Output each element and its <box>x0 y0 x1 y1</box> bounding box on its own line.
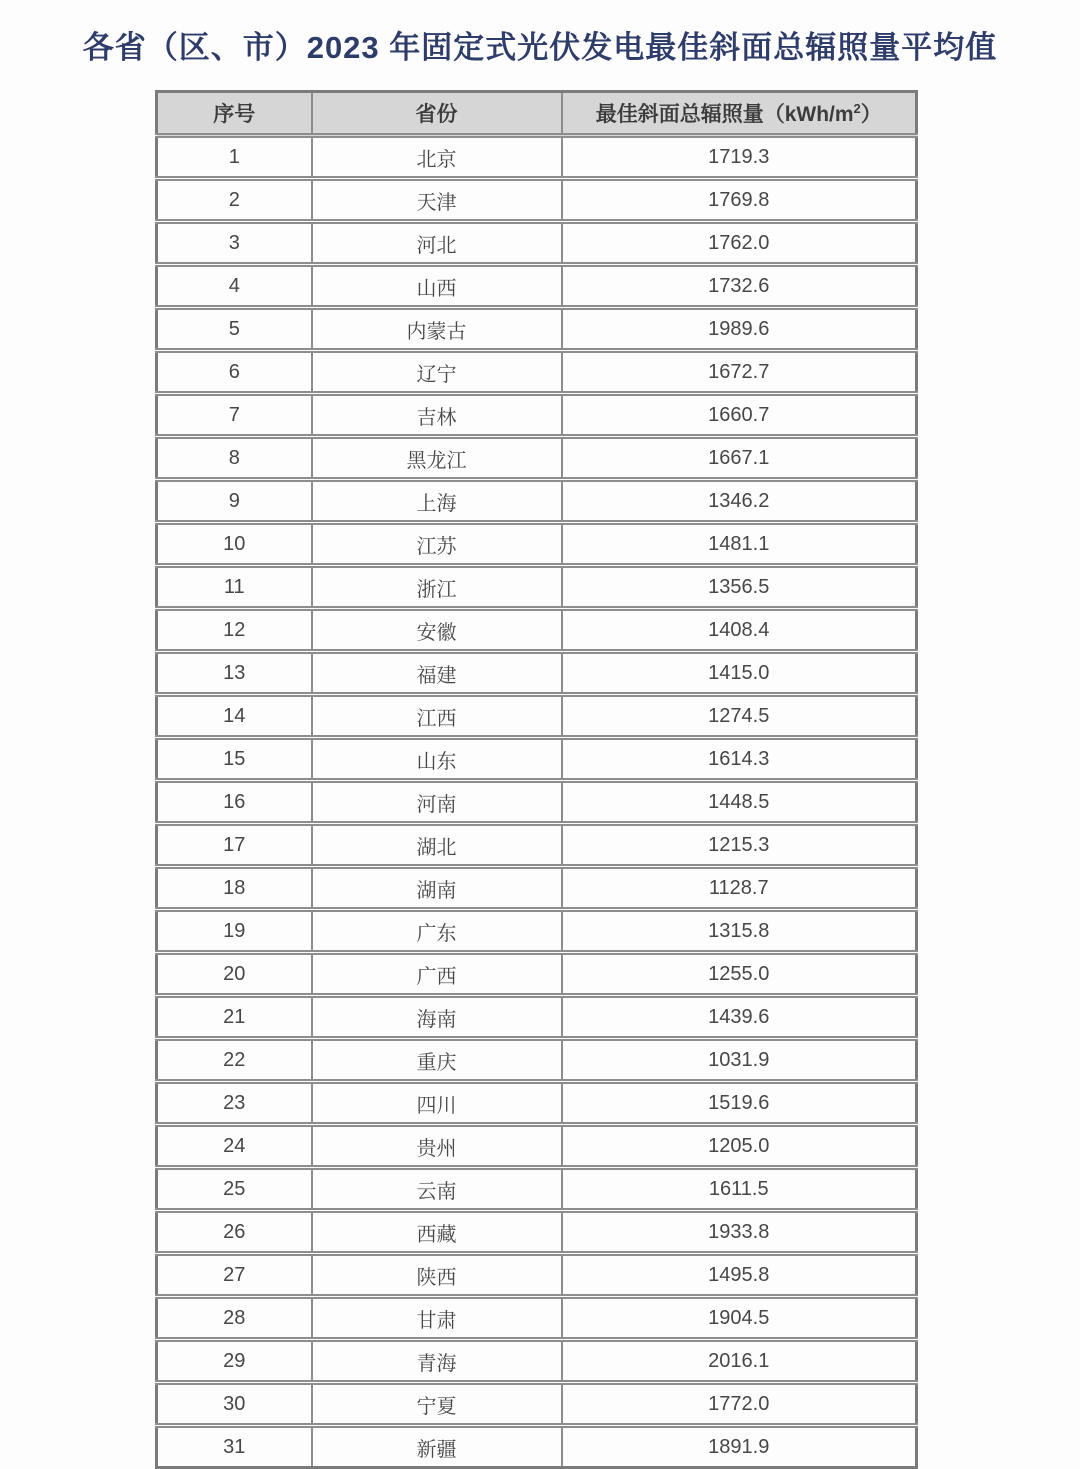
province-name-cell: 重庆 <box>312 1039 562 1082</box>
province-name-cell: 黑龙江 <box>312 437 562 480</box>
province-name-cell: 贵州 <box>312 1125 562 1168</box>
province-name-cell: 甘肃 <box>312 1297 562 1340</box>
column-header-province: 省份 <box>312 92 562 136</box>
irradiation-value-cell: 1672.7 <box>562 351 917 394</box>
table-row <box>157 996 917 1039</box>
row-number-cell: 1 <box>157 136 312 179</box>
province-name-cell: 江西 <box>312 695 562 738</box>
row-number-cell: 27 <box>157 1254 312 1297</box>
table-row <box>157 1168 917 1211</box>
row-number-cell: 30 <box>157 1383 312 1426</box>
province-name-cell: 湖北 <box>312 824 562 867</box>
irradiation-value-cell: 1356.5 <box>562 566 917 609</box>
table-row <box>157 437 917 480</box>
irradiation-value-cell: 1205.0 <box>562 1125 917 1168</box>
irradiation-value-cell: 1495.8 <box>562 1254 917 1297</box>
column-header-value-prefix: 最佳斜面总辐照量（kWh/m <box>595 103 854 126</box>
province-name-cell: 陕西 <box>312 1254 562 1297</box>
row-number-cell: 25 <box>157 1168 312 1211</box>
row-number-cell: 12 <box>157 609 312 652</box>
province-name-cell: 海南 <box>312 996 562 1039</box>
irradiation-value-cell: 1315.8 <box>562 910 917 953</box>
irradiation-value-cell: 1989.6 <box>562 308 917 351</box>
province-name-cell: 云南 <box>312 1168 562 1211</box>
row-number-cell: 19 <box>157 910 312 953</box>
page-title: 各省（区、市）2023 年固定式光伏发电最佳斜面总辐照量平均值 <box>82 30 998 65</box>
row-number-cell: 18 <box>157 867 312 910</box>
irradiation-value-cell: 1274.5 <box>562 695 917 738</box>
irradiation-value-cell: 1519.6 <box>562 1082 917 1125</box>
row-number-cell: 23 <box>157 1082 312 1125</box>
table-row <box>157 179 917 222</box>
irradiation-value-cell: 1762.0 <box>562 222 917 265</box>
table-row <box>157 738 917 781</box>
table-row <box>157 351 917 394</box>
table-row <box>157 867 917 910</box>
irradiation-value-cell: 1481.1 <box>562 523 917 566</box>
row-number-cell: 15 <box>157 738 312 781</box>
row-number-cell: 13 <box>157 652 312 695</box>
province-name-cell: 湖南 <box>312 867 562 910</box>
table-container <box>155 90 1080 1469</box>
table-row <box>157 136 917 179</box>
province-name-cell: 浙江 <box>312 566 562 609</box>
irradiation-value-cell: 1031.9 <box>562 1039 917 1082</box>
row-number-cell: 26 <box>157 1211 312 1254</box>
table-row <box>157 1254 917 1297</box>
irradiation-value-cell: 1719.3 <box>562 136 917 179</box>
table-row <box>157 953 917 996</box>
row-number-cell: 9 <box>157 480 312 523</box>
row-number-cell: 21 <box>157 996 312 1039</box>
column-header-value <box>562 92 917 136</box>
province-name-cell: 辽宁 <box>312 351 562 394</box>
irradiation-value-cell: 1346.2 <box>562 480 917 523</box>
province-name-cell: 广东 <box>312 910 562 953</box>
table-row <box>157 824 917 867</box>
row-number-cell: 16 <box>157 781 312 824</box>
irradiation-value-cell: 1660.7 <box>562 394 917 437</box>
irradiation-value-cell: 1611.5 <box>562 1168 917 1211</box>
irradiation-value-cell: 1904.5 <box>562 1297 917 1340</box>
province-name-cell: 山西 <box>312 265 562 308</box>
row-number-cell: 7 <box>157 394 312 437</box>
irradiation-value-cell: 1415.0 <box>562 652 917 695</box>
table-row <box>157 1039 917 1082</box>
province-name-cell: 广西 <box>312 953 562 996</box>
province-name-cell: 安徽 <box>312 609 562 652</box>
irradiation-value-cell: 1448.5 <box>562 781 917 824</box>
row-number-cell: 20 <box>157 953 312 996</box>
irradiation-value-cell: 1772.0 <box>562 1383 917 1426</box>
row-number-cell: 31 <box>157 1426 312 1468</box>
province-name-cell: 福建 <box>312 652 562 695</box>
province-name-cell: 青海 <box>312 1340 562 1383</box>
table-row <box>157 308 917 351</box>
irradiation-value-cell: 2016.1 <box>562 1340 917 1383</box>
province-name-cell: 北京 <box>312 136 562 179</box>
table-row <box>157 1340 917 1383</box>
irradiation-value-cell: 1769.8 <box>562 179 917 222</box>
table-header-row <box>157 92 917 136</box>
province-name-cell: 江苏 <box>312 523 562 566</box>
row-number-cell: 2 <box>157 179 312 222</box>
row-number-cell: 11 <box>157 566 312 609</box>
irradiation-value-cell: 1215.3 <box>562 824 917 867</box>
table-row <box>157 1211 917 1254</box>
province-name-cell: 新疆 <box>312 1426 562 1468</box>
province-name-cell: 上海 <box>312 480 562 523</box>
table-row <box>157 1297 917 1340</box>
table-row <box>157 222 917 265</box>
table-row <box>157 781 917 824</box>
column-header-value-superscript: 2 <box>853 101 861 116</box>
row-number-cell: 28 <box>157 1297 312 1340</box>
irradiation-value-cell: 1891.9 <box>562 1426 917 1468</box>
irradiation-value-cell: 1933.8 <box>562 1211 917 1254</box>
province-name-cell: 吉林 <box>312 394 562 437</box>
row-number-cell: 3 <box>157 222 312 265</box>
province-name-cell: 宁夏 <box>312 1383 562 1426</box>
column-header-value-suffix: ） <box>860 103 882 126</box>
province-name-cell: 内蒙古 <box>312 308 562 351</box>
row-number-cell: 5 <box>157 308 312 351</box>
table-row <box>157 1125 917 1168</box>
column-header-no: 序号 <box>157 92 312 136</box>
row-number-cell: 10 <box>157 523 312 566</box>
irradiation-value-cell: 1667.1 <box>562 437 917 480</box>
irradiation-value-cell: 1408.4 <box>562 609 917 652</box>
irradiation-value-cell: 1614.3 <box>562 738 917 781</box>
row-number-cell: 22 <box>157 1039 312 1082</box>
table-row <box>157 1082 917 1125</box>
province-name-cell: 河北 <box>312 222 562 265</box>
table-row <box>157 265 917 308</box>
table-row <box>157 910 917 953</box>
province-name-cell: 河南 <box>312 781 562 824</box>
irradiation-value-cell: 1255.0 <box>562 953 917 996</box>
irradiation-value-cell: 1128.7 <box>562 867 917 910</box>
table-row <box>157 1426 917 1468</box>
table-row <box>157 394 917 437</box>
table-row <box>157 566 917 609</box>
row-number-cell: 29 <box>157 1340 312 1383</box>
province-name-cell: 四川 <box>312 1082 562 1125</box>
table-row <box>157 695 917 738</box>
table-row <box>157 480 917 523</box>
row-number-cell: 14 <box>157 695 312 738</box>
irradiation-table <box>155 90 918 1469</box>
row-number-cell: 24 <box>157 1125 312 1168</box>
table-row <box>157 523 917 566</box>
row-number-cell: 4 <box>157 265 312 308</box>
province-name-cell: 西藏 <box>312 1211 562 1254</box>
irradiation-value-cell: 1732.6 <box>562 265 917 308</box>
row-number-cell: 8 <box>157 437 312 480</box>
table-row <box>157 652 917 695</box>
irradiation-value-cell: 1439.6 <box>562 996 917 1039</box>
province-name-cell: 天津 <box>312 179 562 222</box>
row-number-cell: 6 <box>157 351 312 394</box>
province-name-cell: 山东 <box>312 738 562 781</box>
table-row <box>157 609 917 652</box>
row-number-cell: 17 <box>157 824 312 867</box>
table-row <box>157 1383 917 1426</box>
